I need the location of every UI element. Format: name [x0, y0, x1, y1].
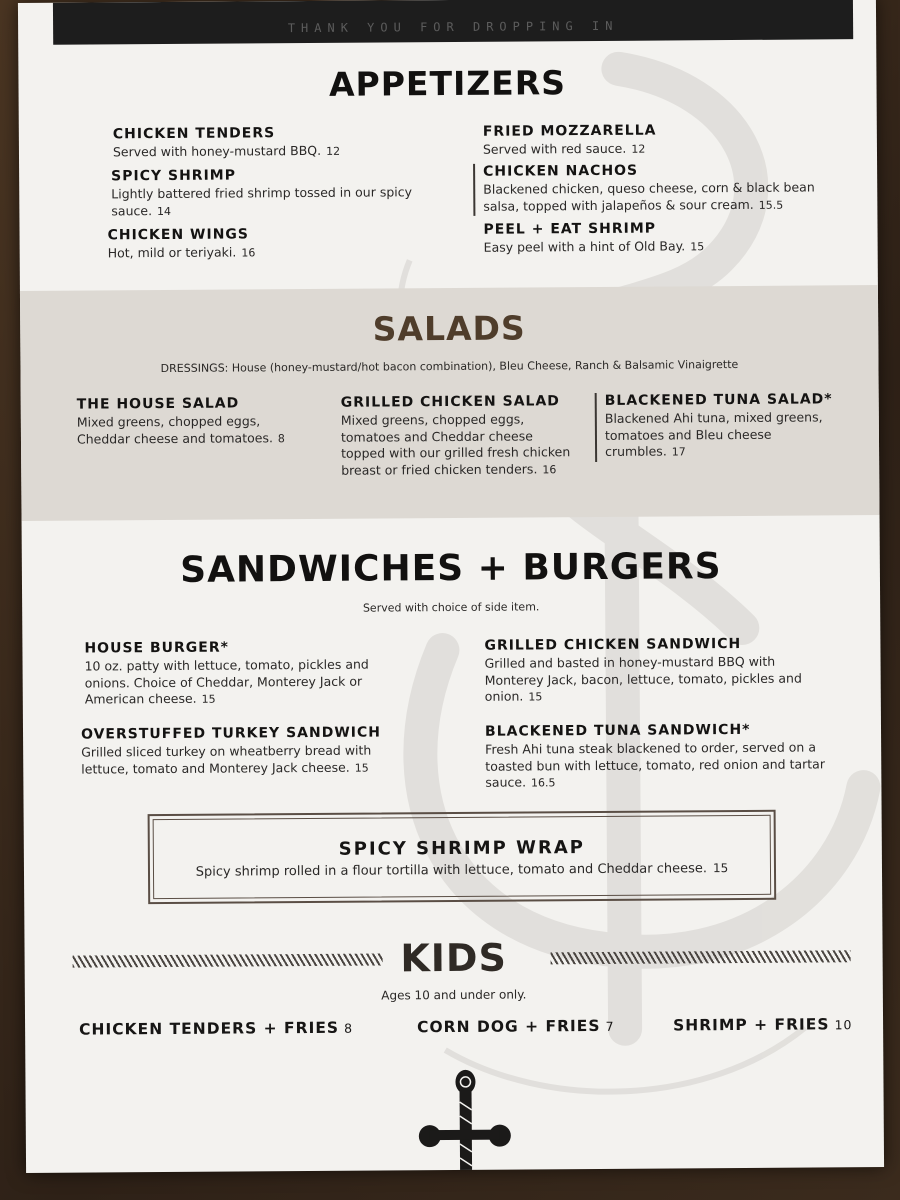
item-desc: Fresh Ahi tuna steak blackened to order, served on a toasted bun with lettuce, tomato, red onion and tartar sauce. — [485, 739, 825, 790]
item-name: FRIED MOZZARELLA — [482, 122, 657, 140]
item-name: BLACKENED TUNA SALAD* — [604, 391, 833, 409]
item-price: 16.5 — [530, 776, 556, 790]
menu-item — [107, 225, 437, 263]
kids-item-price: 8 — [344, 1020, 354, 1036]
item-price: 12 — [631, 142, 646, 156]
menu-item — [84, 638, 404, 709]
item-price: 8 — [277, 431, 285, 445]
item-name: THE HOUSE SALAD — [76, 395, 240, 413]
kids-item — [673, 1015, 852, 1034]
kids-item — [417, 1017, 615, 1036]
top-banner — [53, 0, 853, 45]
menu-item — [483, 121, 823, 159]
item-name: CHICKEN NACHOS — [483, 162, 639, 180]
item-price: 16 — [241, 246, 256, 260]
featured-wrap-box — [148, 810, 777, 904]
featured-name: SPICY SHRIMP WRAP — [338, 837, 585, 860]
item-name: GRILLED CHICKEN SANDWICH — [484, 635, 742, 654]
item-name: PEEL + EAT SHRIMP — [483, 220, 657, 238]
item-desc: Grilled sliced turkey on wheatberry bread with lettuce, tomato and Monterey Jack cheese. — [81, 742, 372, 777]
item-desc: Blackened Ahi tuna, mixed greens, tomatoes and Bleu cheese crumbles. — [604, 409, 823, 459]
item-price: 15 — [201, 692, 216, 706]
item-name: HOUSE BURGER* — [84, 639, 229, 657]
item-name: SPICY SHRIMP — [111, 167, 237, 185]
item-desc: Mixed greens, chopped eggs, Cheddar cheese and tomatoes. — [76, 413, 273, 447]
item-price: 14 — [156, 204, 172, 218]
item-price: 15 — [354, 761, 369, 775]
item-desc: Hot, mild or teriyaki. — [107, 244, 237, 261]
menu-item — [341, 393, 572, 480]
item-desc: Served with honey-mustard BBQ. — [112, 142, 322, 160]
item-desc: Served with red sauce. — [482, 140, 627, 157]
appetizers-title: APPETIZERS — [328, 63, 567, 104]
featured-price: 15 — [712, 861, 729, 876]
kids-title: KIDS — [400, 935, 508, 981]
sandwiches-title: SANDWICHES + BURGERS — [180, 546, 722, 591]
anchor-logo-icon — [407, 1066, 518, 1173]
menu-item — [485, 721, 835, 792]
menu-item — [473, 161, 823, 215]
item-desc: 10 oz. patty with lettuce, tomato, pickles and onions. Choice of Cheddar, Monterey Jack or American cheese. — [84, 656, 369, 707]
item-desc: Blackened chicken, queso cheese, corn & black bean salsa, topped with jalapeños & sour cream. — [483, 179, 815, 214]
item-price: 15.5 — [758, 198, 784, 212]
salads-title: SALADS — [372, 308, 526, 349]
item-desc: Easy peel with a hint of Old Bay. — [483, 238, 686, 255]
menu-item — [111, 166, 421, 220]
kids-item-name: SHRIMP + FRIES — [673, 1015, 830, 1035]
item-name: CHICKEN TENDERS — [112, 125, 276, 143]
item-price: 15 — [528, 690, 543, 704]
item-name: OVERSTUFFED TURKEY SANDWICH — [80, 724, 382, 743]
kids-item — [79, 1019, 353, 1039]
kids-item-price: 7 — [605, 1018, 615, 1034]
kids-item-name: CORN DOG + FRIES — [417, 1016, 601, 1037]
menu-item — [81, 724, 411, 778]
item-desc: Lightly battered fried shrimp tossed in our spicy sauce. — [111, 184, 413, 218]
item-price: 16 — [542, 462, 557, 476]
kids-item-name: CHICKEN TENDERS + FRIES — [79, 1018, 340, 1039]
sandwiches-note: Served with choice of side item. — [362, 600, 540, 615]
item-name: BLACKENED TUNA SANDWICH* — [484, 721, 751, 740]
menu-item — [483, 219, 823, 257]
featured-desc: Spicy shrimp rolled in a flour tortilla with lettuce, tomato and Cheddar cheese. — [195, 861, 708, 880]
menu-item — [113, 124, 443, 162]
banner-text: THANK YOU FOR DROPPING IN — [287, 18, 619, 36]
kids-item-price: 10 — [834, 1017, 853, 1033]
menu-item — [77, 395, 317, 449]
kids-note: Ages 10 and under only. — [381, 987, 527, 1003]
item-desc: Mixed greens, chopped eggs, tomatoes and Cheddar cheese topped with our grilled fresh chicken breast or fried chicken tenders. — [340, 411, 571, 478]
dressings-note: DRESSINGS: House (honey-mustard/hot bacon combination), Bleu Cheese, Ranch & Balsamic Vinaigrette — [160, 357, 739, 376]
item-price: 15 — [690, 240, 705, 254]
item-name: GRILLED CHICKEN SALAD — [340, 393, 560, 411]
menu-sheet — [18, 0, 884, 1173]
item-name: CHICKEN WINGS — [107, 226, 250, 244]
item-price: 17 — [671, 445, 686, 459]
item-price: 12 — [326, 144, 341, 158]
menu-item — [595, 391, 845, 461]
item-desc: Grilled and basted in honey-mustard BBQ with Monterey Jack, bacon, lettuce, tomato, pickles and onion. — [484, 653, 802, 704]
menu-item — [484, 635, 834, 706]
